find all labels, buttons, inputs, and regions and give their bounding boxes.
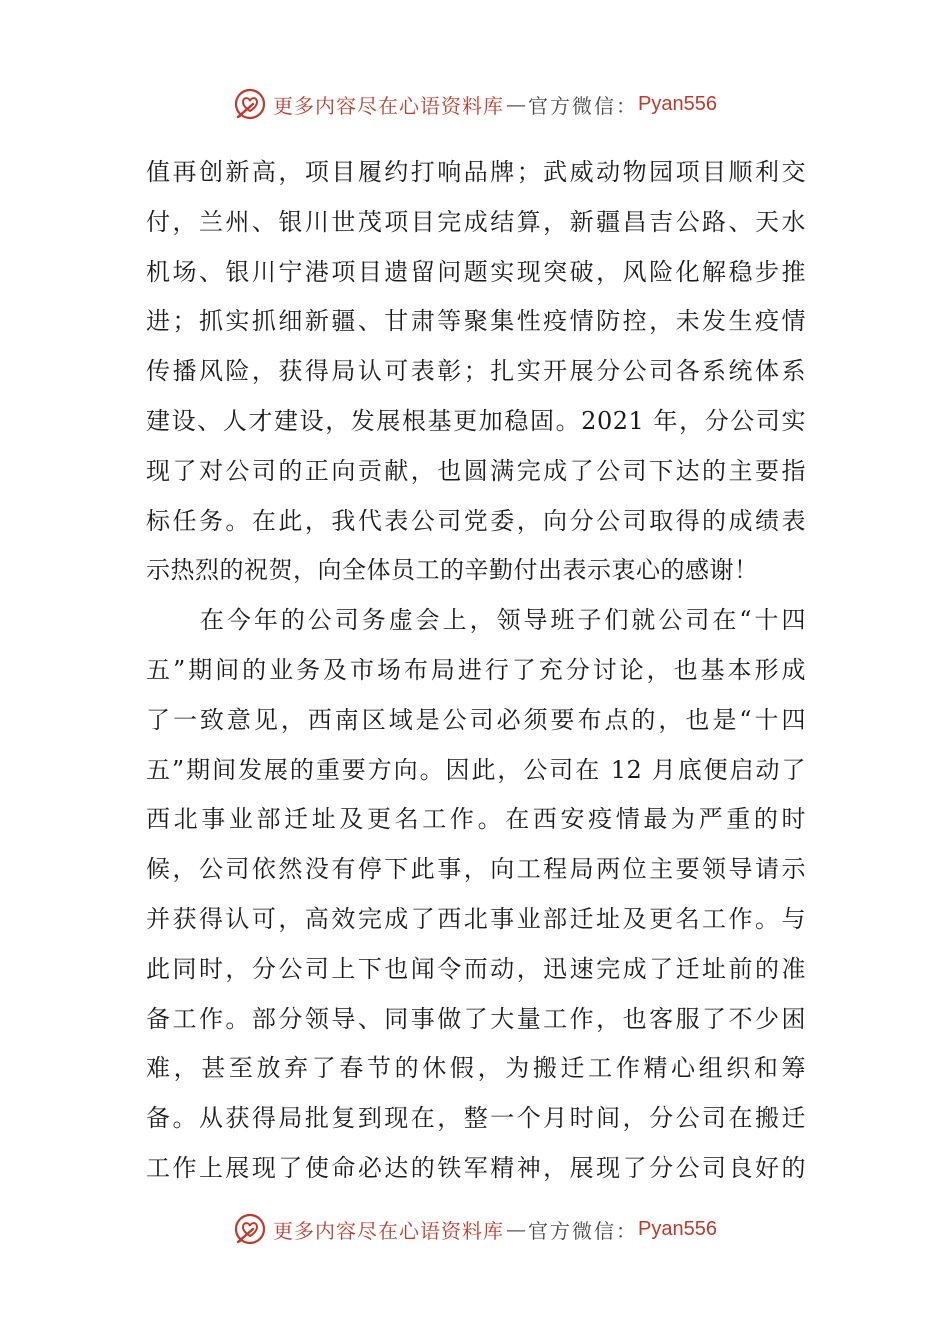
body-line: 备。从获得局批复到现在，整一个月时间，分公司在搬迁 <box>146 1104 806 1133</box>
body-line: 进；抓实抓细新疆、甘肃等聚集性疫情防控，未发生疫情 <box>146 307 806 336</box>
body-line: 建设、人才建设，发展根基更加稳固。2021 年，分公司实 <box>146 406 806 435</box>
body-line: 五”期间发展的重要方向。因此，公司在 12 月底便启动了 <box>146 755 806 784</box>
body-line: 付，兰州、银川世茂项目完成结算，新疆昌吉公路、天水 <box>146 207 806 236</box>
body-line: 示热烈的祝贺，向全体员工的辛勤付出表示衷心的感谢！ <box>146 556 759 585</box>
banner-brand-text: 更多内容尽在心语资料库 <box>273 93 505 118</box>
body-line: 并获得认可，高效完成了西北事业部迁址及更名工作。与 <box>146 904 806 933</box>
body-line: 备工作。部分领导、同事做了大量工作，也客服了不少困 <box>146 1004 806 1033</box>
banner-separator: — <box>506 1217 527 1241</box>
body-line: 了一致意见，西南区域是公司必须要布点的，也是“十四 <box>146 705 806 734</box>
body-line: 标任务。在此，我代表公司党委，向分公司取得的成绩表 <box>146 506 806 535</box>
body-line: 候，公司依然没有停下此事，向工程局两位主要领导请示 <box>146 855 806 884</box>
heart-pen-logo-icon <box>233 87 267 121</box>
footer-watermark-banner <box>0 1209 950 1249</box>
body-line: 西北事业部迁址及更名工作。在西安疫情最为严重的时 <box>146 805 806 834</box>
banner-wechat-handle: Pyan556 <box>638 92 717 115</box>
banner-wechat-handle: Pyan556 <box>638 1217 717 1240</box>
banner-separator: — <box>506 92 527 116</box>
body-line: 现了对公司的正向贡献，也圆满完成了公司下达的主要指 <box>146 456 806 485</box>
banner-wechat-label: 官方微信： <box>528 1218 639 1243</box>
body-line: 机场、银川宁港项目遗留问题实现突破，风险化解稳步推 <box>146 257 806 286</box>
heart-pen-logo-icon <box>233 1212 267 1246</box>
banner-wechat-label: 官方微信： <box>528 93 639 118</box>
body-line: 值再创新高，项目履约打响品牌；武威动物园项目顺利交 <box>146 158 806 186</box>
body-line: 传播风险，获得局认可表彰；扎实开展分公司各系统体系 <box>146 357 806 386</box>
body-line: 在今年的公司务虚会上，领导班子们就公司在“十四 <box>146 606 806 635</box>
body-line: 难，甚至放弃了春节的休假，为搬迁工作精心组织和筹 <box>146 1054 806 1083</box>
body-line: 此同时，分公司上下也闻令而动，迅速完成了迁址前的准 <box>146 954 806 983</box>
banner-brand-text: 更多内容尽在心语资料库 <box>273 1218 505 1243</box>
body-line: 五”期间的业务及市场布局进行了充分讨论，也基本形成 <box>146 655 806 684</box>
header-watermark-banner <box>0 84 950 124</box>
document-body <box>146 148 806 1194</box>
body-line: 工作上展现了使命必达的铁军精神，展现了分公司良好的 <box>146 1153 806 1182</box>
